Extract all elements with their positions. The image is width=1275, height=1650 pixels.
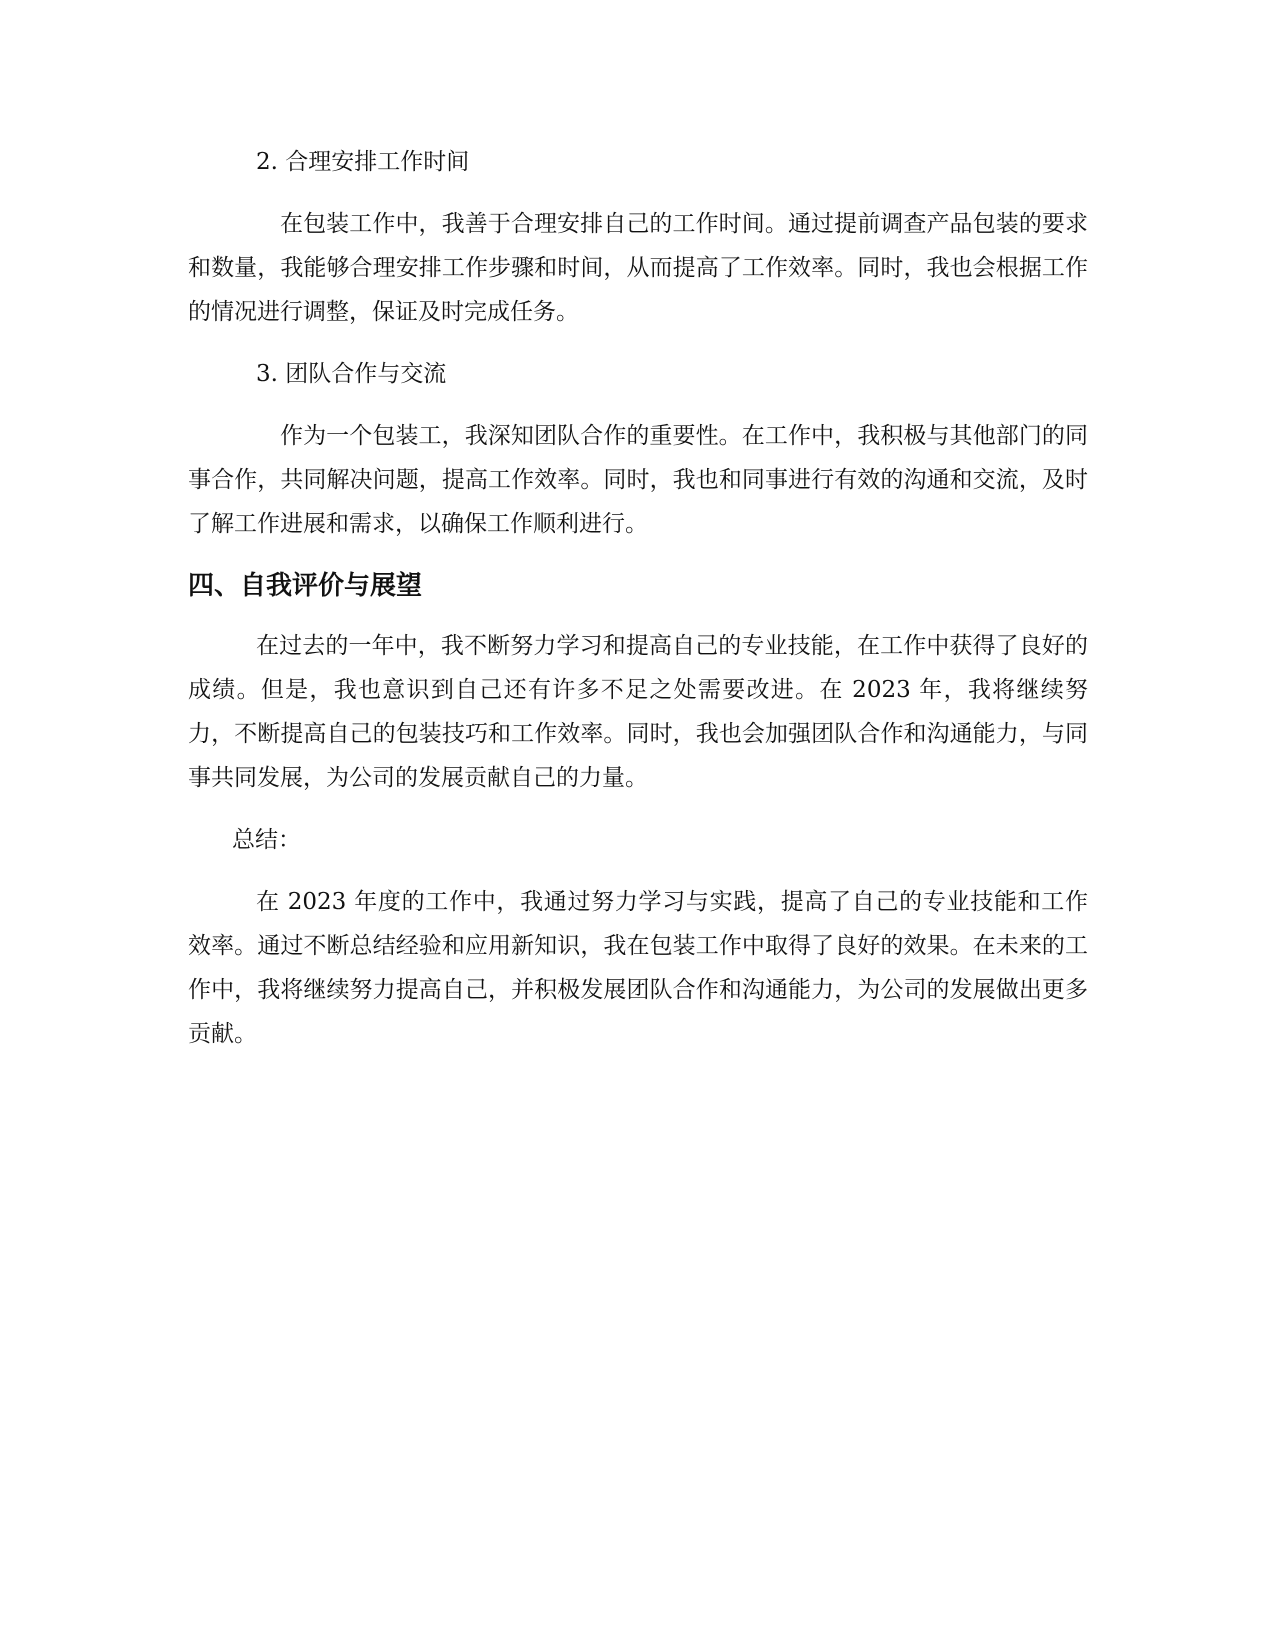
- paragraph-time-management: 在包装工作中，我善于合理安排自己的工作时间。通过提前调查产品包装的要求和数量，我能够合理安排工作步骤和时间，从而提高了工作效率。同时，我也会根据工作的情况进行调整，保证及时完成任务。: [188, 211, 1088, 325]
- paragraph-summary: 在 2023 年度的工作中，我通过努力学习与实践，提高了自己的专业技能和工作效率。通过不断总结经验和应用新知识，我在包装工作中取得了良好的效果。在未来的工作中，我将继续努力提高自己，并积极发展团队合作和沟通能力，为公司的发展做出更多贡献。: [188, 889, 1088, 1047]
- document-body: [188, 140, 1088, 1074]
- paragraph-self-evaluation: 在过去的一年中，我不断努力学习和提高自己的专业技能，在工作中获得了良好的成绩。但是，我也意识到自己还有许多不足之处需要改进。在 2023 年，我将继续努力，不断提高自己的包装技巧和工作效率。同时，我也会加强团队合作和沟通能力，与同事共同发展，为公司的发展贡献自己的力量。: [188, 633, 1088, 791]
- item-heading-time-management: 2. 合理安排工作时间: [256, 149, 470, 175]
- section-heading-self-evaluation: 四、自我评价与展望: [188, 571, 423, 601]
- summary-label: 总结：: [232, 827, 301, 853]
- paragraph-teamwork: 作为一个包装工，我深知团队合作的重要性。在工作中，我积极与其他部门的同事合作，共同解决问题，提高工作效率。同时，我也和同事进行有效的沟通和交流，及时了解工作进展和需求，以确保工作顺利进行。: [188, 423, 1088, 537]
- item-heading-teamwork: 3. 团队合作与交流: [256, 361, 447, 387]
